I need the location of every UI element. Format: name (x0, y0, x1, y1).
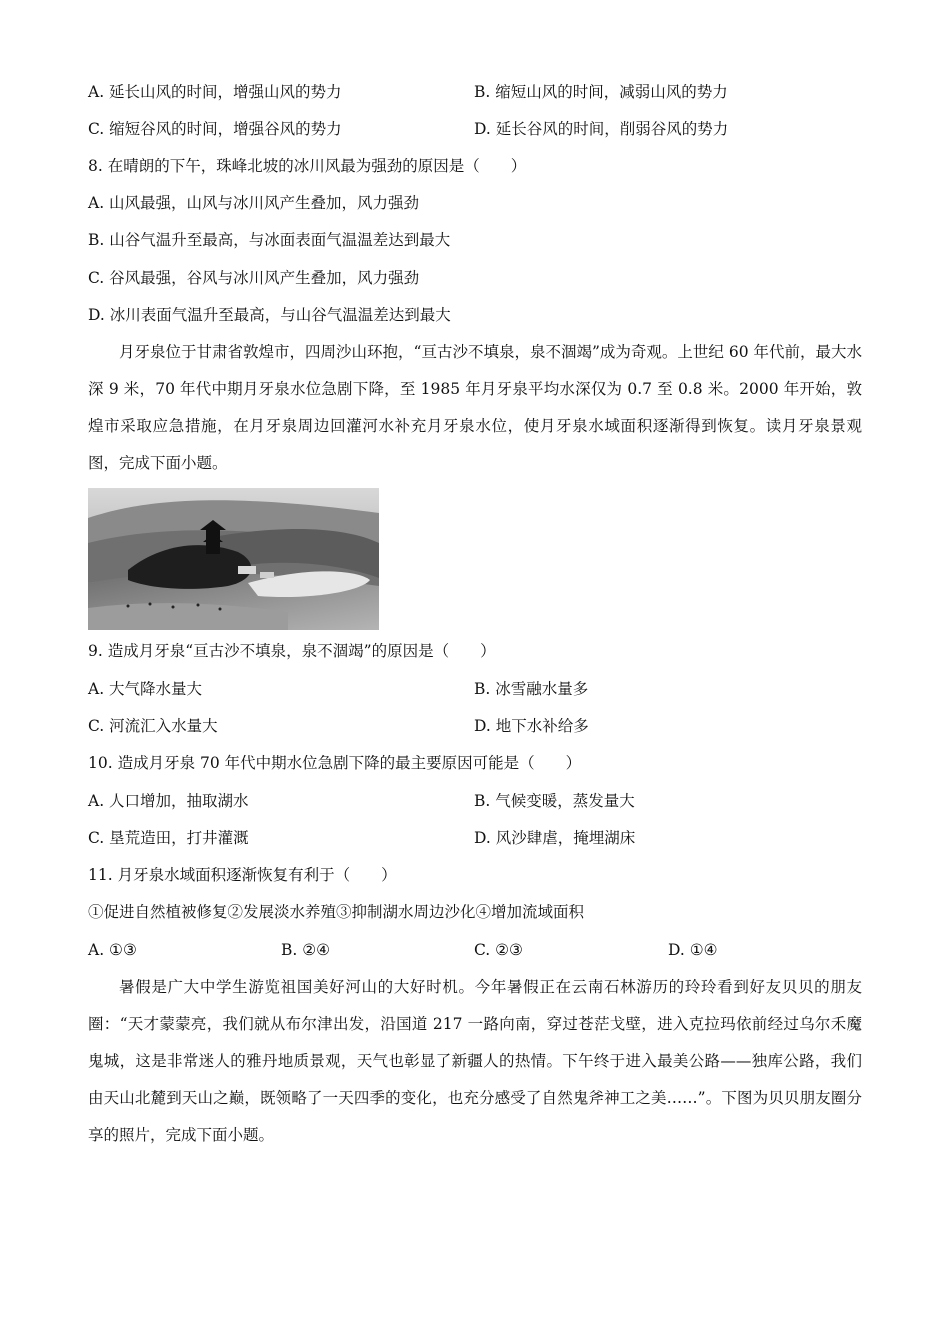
q8-option-c: C. 谷风最强，谷风与冰川风产生叠加，风力强劲 (88, 269, 420, 287)
q11-option-b: B. ②④ (281, 941, 331, 959)
q11-option-d: D. ①④ (668, 941, 718, 959)
passage-crescent-spring: 月牙泉位于甘肃省敦煌市，四周沙山环抱，“亘古沙不填泉，泉不涸竭”成为奇观。上世纪 60 年代前，最大水深 9 米，70 年代中期月牙泉水位急剧下降，至 1985 年月牙泉平均水深仅为 0.7 至 0.8 米。2000 年开始，敦煌市采取应急措施，在月牙泉周边回灌河水补充月牙泉水位，使月牙泉水域面积逐渐得到恢复。读月牙泉景观图，完成下面小题。 (88, 343, 862, 472)
q7-option-a: A. 延长山风的时间，增强山风的势力 (88, 83, 342, 101)
passage-xinjiang-trip: 暑假是广大中学生游览祖国美好河山的大好时机。今年暑假正在云南石林游历的玲玲看到好友贝贝的朋友圈：“天才蒙蒙亮，我们就从布尔津出发，沿国道 217 一路向南，穿过苍茫戈壁，进入克拉玛依前经过乌尔禾魔鬼城，这是非常迷人的雅丹地质景观，天气也彰显了新疆人的热情。下午终于进入最美公路——独库公路，我们由天山北麓到天山之巅，既领略了一天四季的变化，也充分感受了自然鬼斧神工之美……”。下图为贝贝朋友圈分享的照片，完成下面小题。 (88, 978, 862, 1144)
q8-option-b: B. 山谷气温升至最高，与冰面表面气温温差达到最大 (88, 231, 451, 249)
q8-option-a: A. 山风最强，山风与冰川风产生叠加，风力强劲 (88, 194, 420, 212)
q7-option-c: C. 缩短谷风的时间，增强谷风的势力 (88, 120, 342, 138)
q9-stem: 9. 造成月牙泉“亘古沙不填泉，泉不涸竭”的原因是（ ） (88, 642, 496, 660)
crescent-spring-photo (88, 488, 379, 630)
crescent-spring-photo-drawing (88, 488, 379, 630)
q11-stem: 11. 月牙泉水域面积逐渐恢复有利于（ ） (88, 866, 397, 884)
q11-option-a: A. ①③ (88, 941, 137, 959)
q9-option-c: C. 河流汇入水量大 (88, 717, 218, 735)
q10-stem: 10. 造成月牙泉 70 年代中期水位急剧下降的最主要原因可能是（ ） (88, 754, 582, 772)
q10-option-d: D. 风沙肆虐，掩埋湖床 (474, 829, 636, 847)
q9-option-b: B. 冰雪融水量多 (474, 680, 589, 698)
q9-option-a: A. 大气降水量大 (88, 680, 203, 698)
q11-option-c: C. ②③ (474, 941, 523, 959)
q10-option-a: A. 人口增加，抽取湖水 (88, 792, 249, 810)
q10-option-b: B. 气候变暖，蒸发量大 (474, 792, 635, 810)
q9-option-d: D. 地下水补给多 (474, 717, 589, 735)
q11-items: ①促进自然植被修复②发展淡水养殖③抑制湖水周边沙化④增加流域面积 (88, 903, 585, 921)
q10-option-c: C. 垦荒造田，打井灌溉 (88, 829, 249, 847)
q8-stem: 8. 在晴朗的下午，珠峰北坡的冰川风最为强劲的原因是（ ） (88, 157, 527, 175)
q8-option-d: D. 冰川表面气温升至最高，与山谷气温温差达到最大 (88, 306, 451, 324)
q7-option-d: D. 延长谷风的时间，削弱谷风的势力 (474, 120, 729, 138)
q7-option-b: B. 缩短山风的时间，减弱山风的势力 (474, 83, 728, 101)
